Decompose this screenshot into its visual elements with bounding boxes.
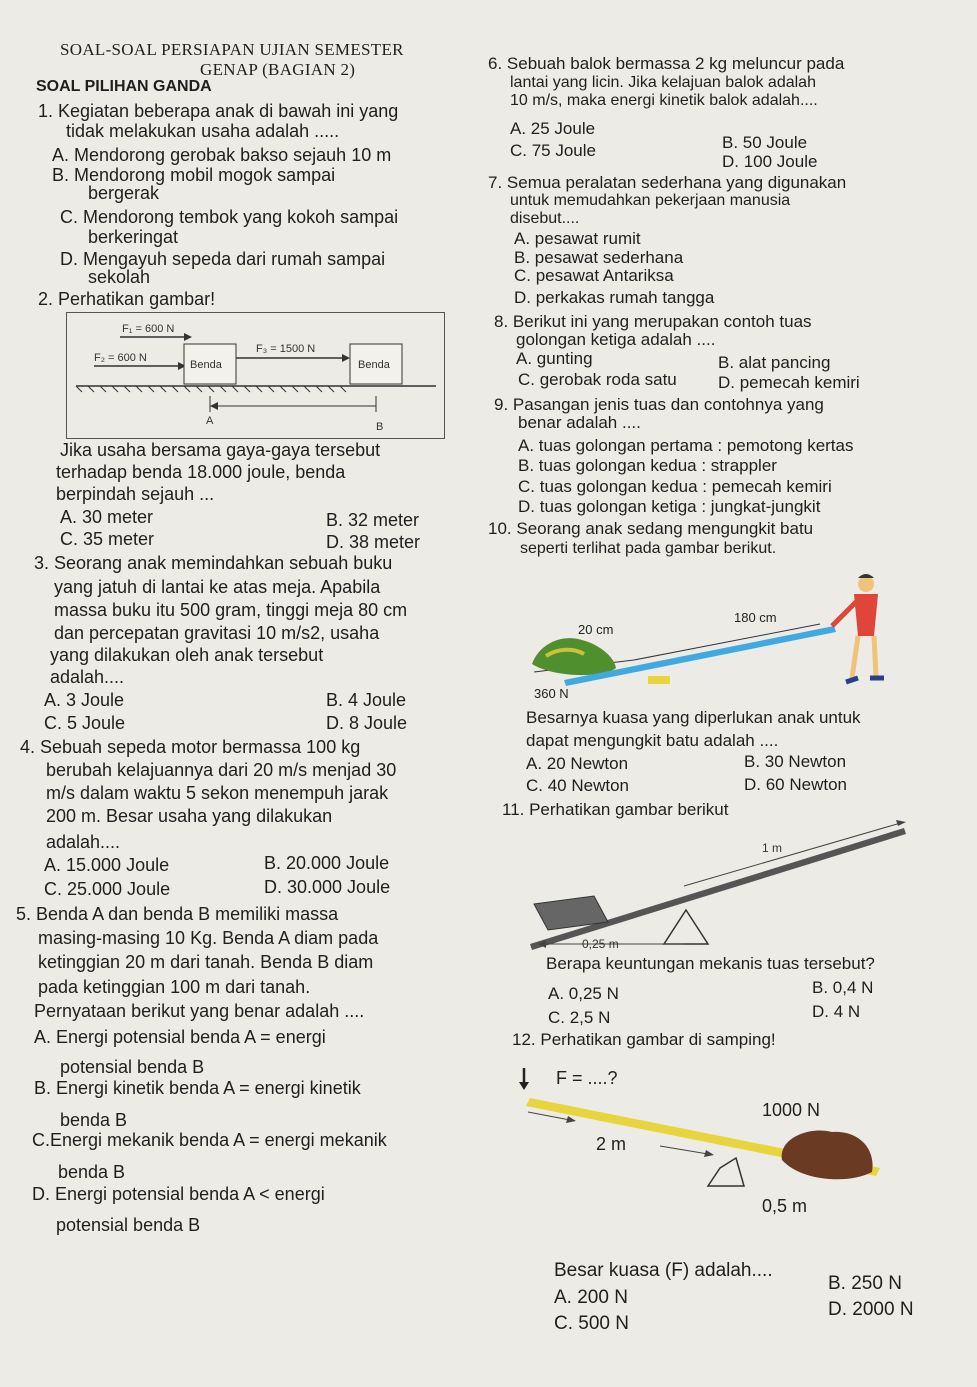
- q3-line-3: massa buku itu 500 gram, tinggi meja 80 cm: [54, 600, 408, 620]
- q1-option-c-2: berkeringat: [88, 227, 179, 247]
- q2-option-c: C. 35 meter: [60, 529, 155, 549]
- q4-line-1: 4. Sebuah sepeda motor bermassa 100 kg: [20, 737, 361, 757]
- q8-option-a: A. gunting: [516, 349, 593, 368]
- q3-option-d: D. 8 Joule: [326, 713, 408, 733]
- q2-point-b: B: [376, 421, 384, 433]
- q9-line-1: 9. Pasangan jenis tuas dan contohnya yang: [494, 395, 824, 414]
- q2-box-2-label: Benda: [358, 359, 390, 371]
- q3-option-c: C. 5 Joule: [44, 713, 126, 733]
- q6-line-2: lantai yang licin. Jika kelajuan balok adalah: [510, 74, 816, 91]
- q12-line-2: Besar kuasa (F) adalah....: [554, 1260, 773, 1281]
- q3-line-5: yang dilakukan oleh anak tersebut: [50, 645, 324, 665]
- title-line-2: GENAP (BAGIAN 2): [200, 60, 356, 79]
- q10-option-b: B. 30 Newton: [744, 752, 847, 771]
- title-line-1: SOAL-SOAL PERSIAPAN UJIAN SEMESTER: [60, 40, 404, 59]
- q11-option-b: B. 0,4 N: [812, 978, 874, 997]
- q9-option-c: C. tuas golongan kedua : pemecah kemiri: [518, 477, 832, 496]
- q3-line-2: yang jatuh di lantai ke atas meja. Apabila: [54, 577, 381, 597]
- q5-option-a-2: potensial benda B: [60, 1057, 205, 1077]
- q1-stem: 1. Kegiatan beberapa anak di bawah ini yang: [38, 101, 399, 121]
- q7-option-d: D. perkakas rumah tangga: [514, 288, 715, 307]
- q1-option-d: D. Mengayuh sepeda dari rumah sampai: [60, 249, 386, 269]
- q2-option-b: B. 32 meter: [326, 510, 420, 530]
- q7-line-2: untuk memudahkan pekerjaan manusia: [510, 192, 791, 209]
- q1-option-d-2: sekolah: [88, 267, 151, 287]
- q11-beam: [530, 828, 906, 950]
- q2-option-a: A. 30 meter: [60, 507, 154, 527]
- q5-option-d-2: potensial benda B: [56, 1215, 201, 1235]
- q6-option-c: C. 75 Joule: [510, 141, 596, 160]
- q5-option-c: C.Energi mekanik benda A = energi mekanik: [32, 1130, 387, 1150]
- q3-line-6: adalah....: [50, 667, 125, 687]
- q11-long-label: 1 m: [762, 841, 783, 855]
- q11-fulcrum: [664, 910, 708, 944]
- q4-option-a: A. 15.000 Joule: [44, 855, 170, 875]
- q2-line-1: Jika usaha bersama gaya-gaya tersebut: [60, 440, 381, 460]
- q2-option-d: D. 38 meter: [326, 532, 421, 552]
- q5-option-c-2: benda B: [58, 1162, 126, 1182]
- q5-line-2: masing-masing 10 Kg. Benda A diam pada: [38, 928, 379, 948]
- q12-rock: [782, 1130, 873, 1179]
- q10-line-1: 10. Seorang anak sedang mengungkit batu: [488, 519, 814, 538]
- q5-line-4: pada ketinggian 100 m dari tanah.: [38, 977, 311, 997]
- q12-option-b: B. 250 N: [828, 1273, 902, 1294]
- q2-point-a: A: [206, 415, 214, 427]
- q8-option-b: B. alat pancing: [718, 353, 831, 372]
- q5-option-b: B. Energi kinetik benda A = energi kinetik: [34, 1078, 361, 1098]
- q1-option-a: A. Mendorong gerobak bakso sejauh 10 m: [52, 145, 392, 165]
- q11-option-d: D. 4 N: [812, 1002, 861, 1021]
- q5-option-b-2: benda B: [60, 1110, 128, 1130]
- q3-option-a: A. 3 Joule: [44, 690, 125, 710]
- q1-stem-2: tidak melakukan usaha adalah .....: [66, 121, 340, 141]
- q1-option-c: C. Mendorong tembok yang kokoh sampai: [60, 207, 399, 227]
- q8-option-c: C. gerobak roda satu: [518, 370, 677, 389]
- q7-option-c: C. pesawat Antariksa: [514, 266, 674, 285]
- q8-line-2: golongan ketiga adalah ....: [516, 330, 716, 349]
- q7-option-a: A. pesawat rumit: [514, 229, 641, 248]
- q12-short-label: 0,5 m: [762, 1196, 808, 1216]
- q12-option-c: C. 500 N: [554, 1313, 629, 1334]
- q4-line-2: berubah kelajuannya dari 20 m/s menjad 30: [46, 760, 397, 780]
- q8-option-d: D. pemecah kemiri: [718, 373, 860, 392]
- q9-line-2: benar adalah ....: [518, 413, 641, 432]
- section-heading: SOAL PILIHAN GANDA: [36, 78, 212, 95]
- q10-option-d: D. 60 Newton: [744, 775, 847, 794]
- q10-long-arm-label: 180 cm: [734, 610, 777, 625]
- q10-rock: [532, 638, 616, 675]
- q12-lever-figure: [510, 1060, 890, 1220]
- q5-line-5: Pernyataan berikut yang benar adalah ....: [34, 1001, 365, 1021]
- q10-line-4: dapat mengungkit batu adalah ....: [526, 731, 779, 750]
- q8-line-1: 8. Berikut ini yang merupakan contoh tuas: [494, 312, 812, 331]
- q5-line-1: 5. Benda A dan benda B memiliki massa: [16, 904, 339, 924]
- q12-option-a: A. 200 N: [554, 1287, 628, 1308]
- q12-option-d: D. 2000 N: [828, 1299, 914, 1320]
- q10-lever-figure: [524, 572, 904, 704]
- q12-force-label: F = ....?: [556, 1068, 618, 1088]
- q6-option-d: D. 100 Joule: [722, 152, 818, 171]
- q7-line-3: disebut....: [510, 210, 580, 227]
- q10-fulcrum: [648, 676, 670, 684]
- q11-option-a: A. 0,25 N: [548, 984, 619, 1003]
- q6-option-b: B. 50 Joule: [722, 133, 808, 152]
- q5-option-d: D. Energi potensial benda A < energi: [32, 1184, 325, 1204]
- q4-line-5: adalah....: [46, 832, 121, 852]
- q2-stem: 2. Perhatikan gambar!: [38, 289, 216, 309]
- q2-f2-label: F₂ = 600 N: [94, 352, 147, 364]
- q3-option-b: B. 4 Joule: [326, 690, 407, 710]
- q12-line-1: 12. Perhatikan gambar di samping!: [512, 1030, 776, 1049]
- q5-option-a: A. Energi potensial benda A = energi: [34, 1027, 326, 1047]
- q10-load-label: 360 N: [534, 686, 569, 701]
- q4-line-4: 200 m. Besar usaha yang dilakukan: [46, 806, 333, 826]
- q2-line-3: berpindah sejauh ...: [56, 484, 215, 504]
- q4-line-3: m/s dalam waktu 5 sekon menempuh jarak: [46, 783, 389, 803]
- q2-force-figure: [66, 312, 446, 440]
- q12-arm-label: 2 m: [596, 1134, 627, 1154]
- q9-option-b: B. tuas golongan kedua : strappler: [518, 456, 777, 475]
- q7-line-1: 7. Semua peralatan sederhana yang digunakan: [488, 173, 847, 192]
- q3-line-1: 3. Seorang anak memindahkan sebuah buku: [34, 553, 393, 573]
- q10-line-2: seperti terlihat pada gambar berikut.: [520, 540, 777, 557]
- q4-option-c: C. 25.000 Joule: [44, 879, 171, 899]
- q11-line-1: 11. Perhatikan gambar berikut: [502, 800, 729, 819]
- q6-line-1: 6. Sebuah balok bermassa 2 kg meluncur pada: [488, 54, 845, 73]
- q12-load-label: 1000 N: [762, 1100, 821, 1120]
- q5-line-3: ketinggian 20 m dari tanah. Benda B diam: [38, 952, 374, 972]
- q6-line-3: 10 m/s, maka energi kinetik balok adalah....: [510, 92, 818, 109]
- q10-short-arm-label: 20 cm: [578, 622, 614, 637]
- q2-box-1-label: Benda: [190, 359, 222, 371]
- q12-fulcrum: [708, 1158, 744, 1186]
- q4-option-b: B. 20.000 Joule: [264, 853, 390, 873]
- q11-option-c: C. 2,5 N: [548, 1008, 611, 1027]
- q2-f1-label: F₁ = 600 N: [122, 323, 175, 335]
- q4-option-d: D. 30.000 Joule: [264, 877, 391, 897]
- q10-boy-shirt: [854, 594, 878, 636]
- q1-option-b: B. Mendorong mobil mogok sampai: [52, 165, 336, 185]
- q1-option-b-2: bergerak: [88, 183, 160, 203]
- q10-boy-head: [858, 576, 874, 592]
- q11-short-label: 0,25 m: [582, 937, 619, 951]
- q10-line-3: Besarnya kuasa yang diperlukan anak untuk: [526, 708, 861, 727]
- q10-option-a: A. 20 Newton: [526, 754, 629, 773]
- q11-lever-figure: [524, 820, 914, 954]
- q2-line-2: terhadap benda 18.000 joule, benda: [56, 462, 346, 482]
- q6-option-a: A. 25 Joule: [510, 119, 596, 138]
- q11-line-2: Berapa keuntungan mekanis tuas tersebut?: [546, 954, 875, 973]
- q7-option-b: B. pesawat sederhana: [514, 248, 684, 267]
- q3-line-4: dan percepatan gravitasi 10 m/s2, usaha: [54, 623, 380, 643]
- q10-option-c: C. 40 Newton: [526, 776, 629, 795]
- q9-option-a: A. tuas golongan pertama : pemotong kertas: [518, 436, 854, 455]
- q9-option-d: D. tuas golongan ketiga : jungkat-jungkit: [518, 497, 821, 516]
- q2-f3-label: F₃ = 1500 N: [256, 343, 316, 355]
